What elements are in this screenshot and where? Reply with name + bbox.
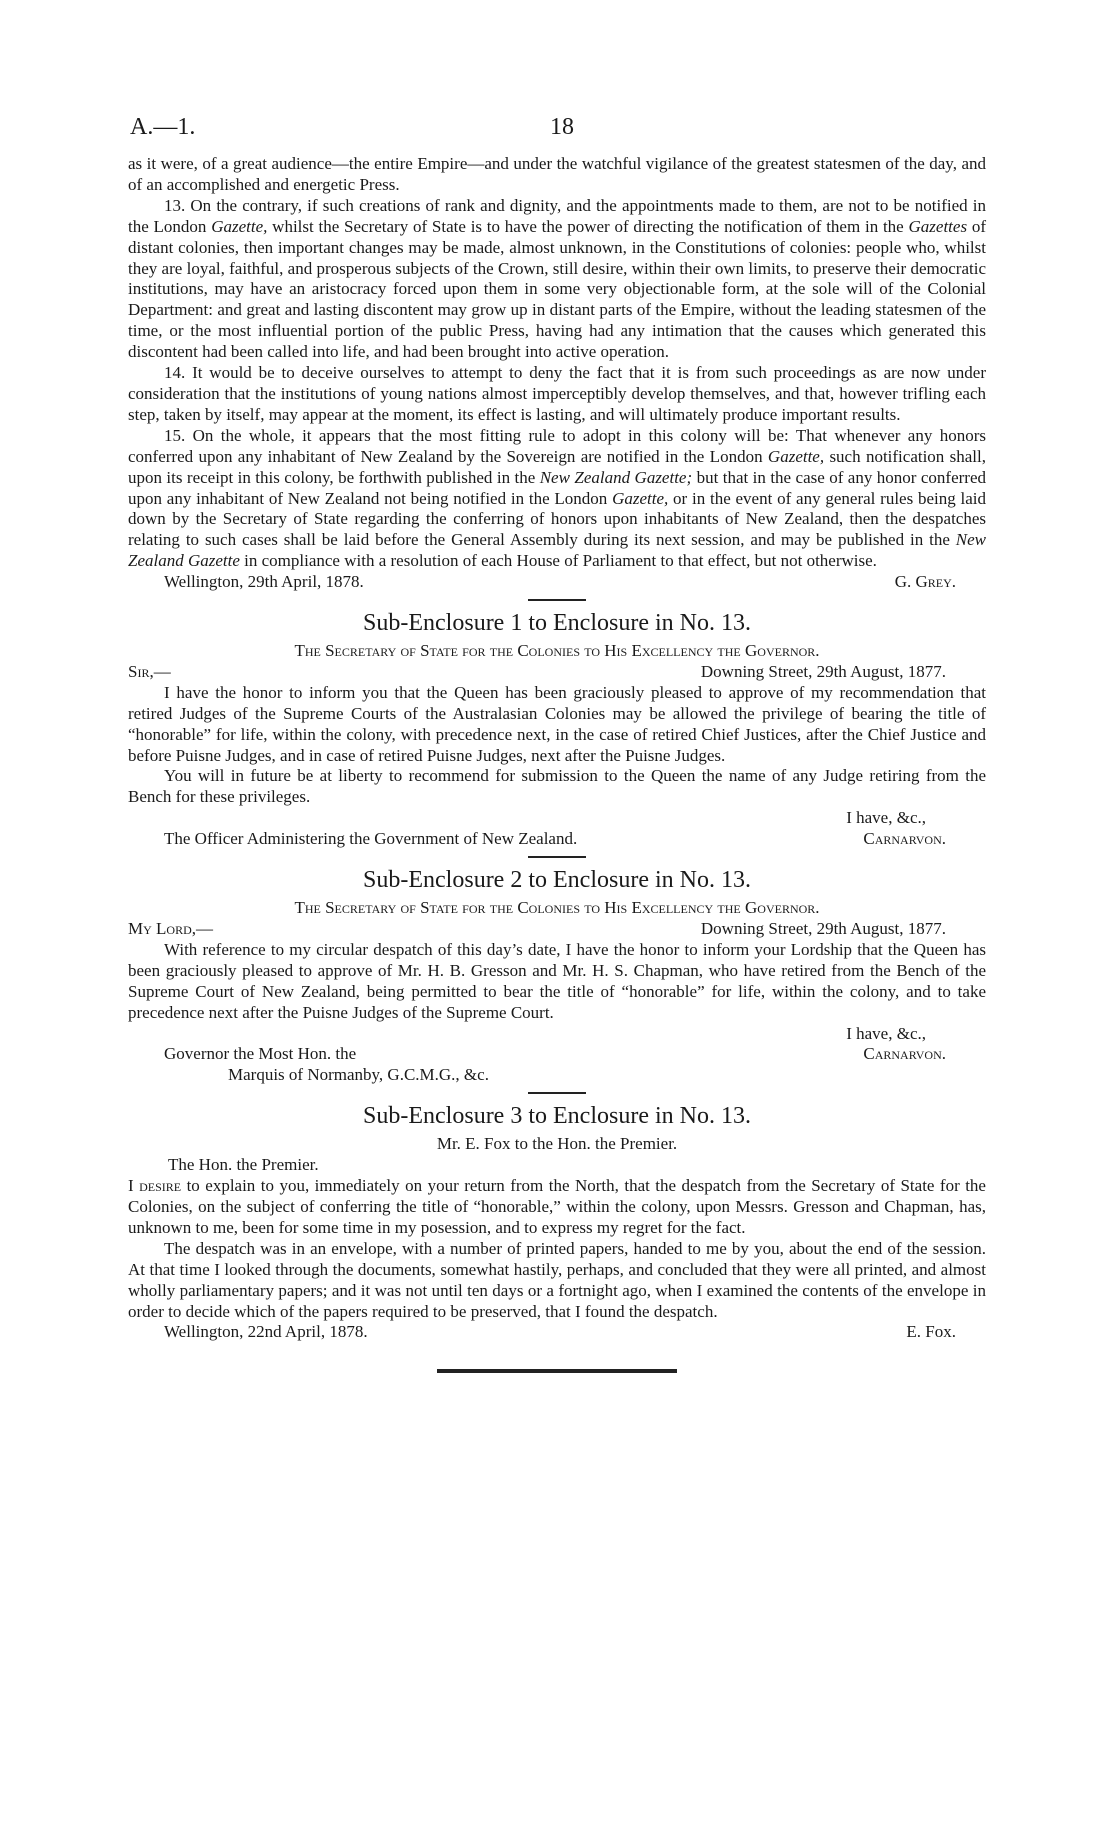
paper-reference: A.—1. bbox=[130, 114, 196, 140]
paragraph-continued: as it were, of a great audience—the entire Empire—and under the watchful vigilance of the greatest statesmen of the day, and of an accomplished and energetic Press. bbox=[128, 154, 986, 194]
sub-enclosure-3-from-to: Mr. E. Fox to the Hon. the Premier. bbox=[436, 1134, 678, 1154]
closing: I have, &c., bbox=[846, 808, 926, 828]
letter-body: With reference to my circular despatch of this day’s date, I have the honor to inform your Lordship that the Queen has been graciously pleased to approve of Mr. H. B. Gresson and Mr. H. S. Chapman, who have retired from the Bench of the Supreme Court of New Zealand, being permitted to bear the title of “honorable” for life, within the colony, and to take precedence next after the Puisne Judges of the Supreme Court. bbox=[128, 939, 986, 1022]
end-rule bbox=[437, 1369, 677, 1373]
address: Downing Street, 29th August, 1877. bbox=[700, 919, 946, 938]
signatory: Carnarvon. bbox=[863, 829, 946, 849]
letter-body: You will in future be at liberty to recommend for submission to the Queen the name of any Judge retiring from the Bench for these privileges. bbox=[128, 766, 986, 807]
sub-enclosure-1-title: Sub-Enclosure 1 to Enclosure in No. 13. bbox=[363, 610, 751, 637]
sub-enclosure-1-from-to: The Secretary of State for the Colonies to His Excellency the Governor. bbox=[294, 641, 820, 661]
addressee-line bbox=[128, 829, 986, 850]
addressee: Governor the Most Hon. the bbox=[164, 1044, 357, 1064]
closing: I have, &c., bbox=[846, 1023, 926, 1043]
paragraph-15: 15. On the whole, it appears that the most fitting rule to adopt in this colony will be: That whenever any honors conferred upon any inhabitant of New Zealand by the Sovereign are notified in the London Gazette, such notification shall, upon its receipt in this colony, be forthwith published in the New Zealand Gazette; but that in the case of any honor conferred upon any inhabitant of New Zealand not being notified in the London Gazette, or in the event of any general rules being laid down by the Secretary of State regarding the conferring of honors upon inhabitants of New Zealand, then the despatches relating to such cases shall be laid before the General Assembly during its next session, and may be published in the New Zealand Gazette in compliance with a resolution of each House of Parliament to that effect, but not otherwise. bbox=[128, 425, 987, 571]
addressee-line bbox=[128, 1044, 986, 1065]
addressee: The Officer Administering the Government of New Zealand. bbox=[164, 829, 578, 849]
signatory: Carnarvon. bbox=[863, 1044, 946, 1064]
letter-body: I desire to explain to you, immediately on your return from the North, that the despatch from the Secretary of State for the Colonies, on the subject of conferring the title of “honorable,” within the colony, upon Messrs. Gresson and Chapman, has, unknown to me, been for some time in my posession, and to express my regret for the fact. bbox=[128, 1176, 986, 1237]
section-rule bbox=[528, 1092, 586, 1094]
salutation-line bbox=[128, 662, 986, 683]
section-rule bbox=[528, 856, 586, 858]
section-rule bbox=[528, 599, 586, 601]
letter-body: The despatch was in an envelope, with a number of printed papers, handed to me by you, about the end of the session. At that time I looked through the documents, somewhat hastily, perhaps, and concluded that they were all printed, and almost wholly parliamentary papers; and it was not until ten days or a fortnight ago, when I examined the contents of the envelope in order to decide which of the papers required to be preserved, that I found the despatch. bbox=[128, 1238, 986, 1321]
signature-line bbox=[128, 1322, 986, 1343]
salutation: The Hon. the Premier. bbox=[168, 1155, 319, 1175]
address: Downing Street, 29th August, 1877. bbox=[700, 661, 946, 681]
place-date: Wellington, 22nd April, 1878. bbox=[164, 1322, 368, 1342]
signature-line bbox=[128, 572, 986, 593]
place-date: Wellington, 29th April, 1878. bbox=[164, 572, 364, 592]
page-number: 18 bbox=[550, 114, 574, 140]
sub-enclosure-3-title: Sub-Enclosure 3 to Enclosure in No. 13. bbox=[363, 1103, 751, 1130]
addressee-continued: Marquis of Normanby, G.C.M.G., &c. bbox=[228, 1065, 489, 1085]
salutation: Sir,— bbox=[128, 661, 171, 681]
paragraph-14: 14. It would be to deceive ourselves to attempt to deny the fact that it is from such proceedings as are now under consideration that the institutions of young nations almost imperceptibly develop themselves, and that, however trifling each step, taken by itself, may appear at the moment, its effect is lasting, and will ultimately produce important results. bbox=[128, 363, 986, 424]
document-page bbox=[128, 114, 986, 1381]
salutation: My Lord,— bbox=[128, 919, 214, 938]
letter-body: I have the honor to inform you that the Queen has been graciously pleased to approve of my recommendation that retired Judges of the Supreme Courts of the Australasian Colonies may be allowed the privilege of bearing the title of “honorable” for life, within the colony, with precedence next, in the case of retired Chief Justices, after the Chief Justice and before Puisne Judges, and in case of retired Puisne Judges, next after the Puisne Judges. bbox=[128, 682, 986, 765]
salutation-line bbox=[128, 919, 986, 940]
paragraph-13: 13. On the contrary, if such creations of rank and dignity, and the appointments made to them, are not to be notified in the London Gazette, whilst the Secretary of State is to have the power of directing the notification of them in the Gazettes of distant colonies, then important changes may be made, almost unknown, in the Constitutions of colonies: people who, whilst they are loyal, faithful, and prosperous subjects of the Crown, still desire, within their own limits, to preserve their democratic institutions, may have an aristocracy forced upon them in some very objectionable form, at the sole will of the Colonial Department: and great and lasting discontent may grow up in distant parts of the Empire, without the leading statesmen of the time, or the most influential portion of the public Press, having had any intimation that the causes which generated this discontent had been called into life, and had been brought into active operation. bbox=[128, 195, 986, 362]
signatory: G. Grey. bbox=[894, 572, 956, 592]
sub-enclosure-2-title: Sub-Enclosure 2 to Enclosure in No. 13. bbox=[363, 867, 751, 894]
page-header bbox=[128, 114, 986, 154]
signatory: E. Fox. bbox=[906, 1322, 956, 1342]
sub-enclosure-2-from-to: The Secretary of State for the Colonies to His Excellency the Governor. bbox=[294, 898, 820, 918]
